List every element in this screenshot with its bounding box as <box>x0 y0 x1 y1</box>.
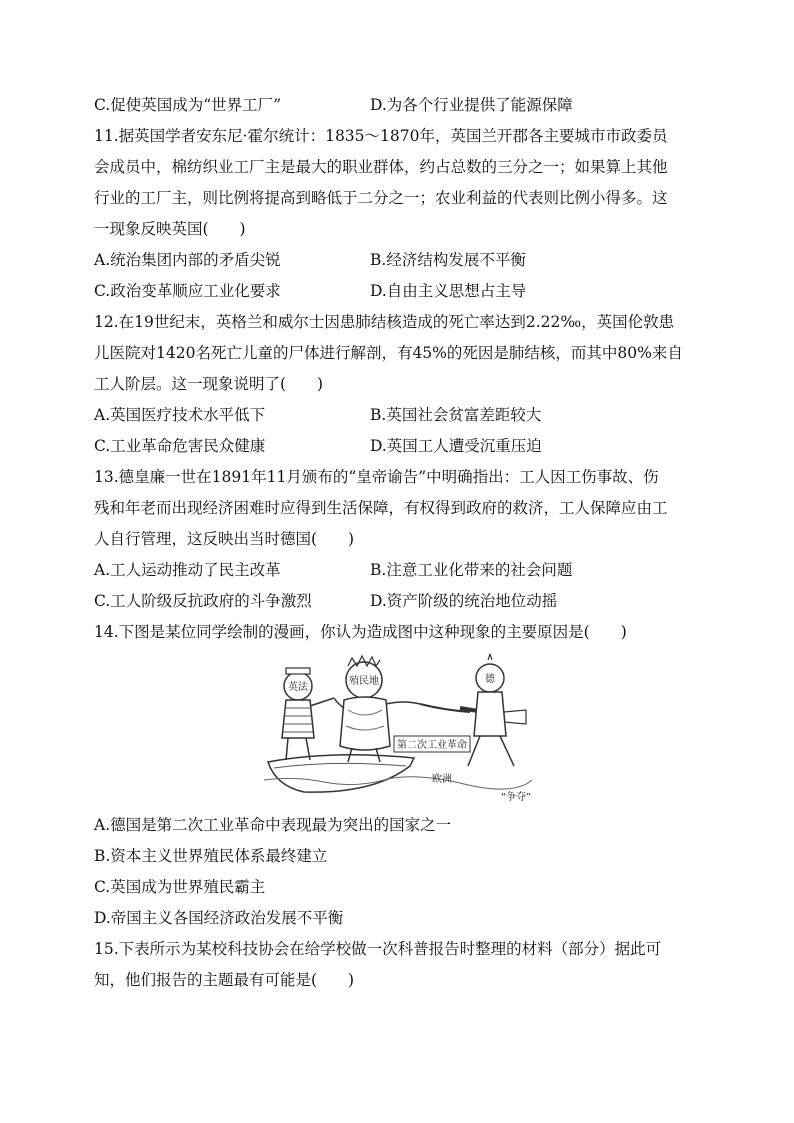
q12-options-row <box>94 431 704 462</box>
q13-stem-line: 13.德皇廉一世在1891年11月颁布的“皇帝谕告”中明确指出：工人因工伤事故、伤 <box>94 468 659 486</box>
exam-page <box>94 90 704 996</box>
q14-option-c[interactable]: C.英国成为世界殖民霸主 <box>94 878 266 896</box>
q12-stem-line: 12.在19世纪末，英格兰和威尔士因患肺结核造成的死亡率达到2.22‰，英国伦敦患 <box>94 313 675 331</box>
q13-option-c[interactable]: C.工人阶级反抗政府的斗争激烈 <box>94 592 312 610</box>
rifle-stock <box>504 710 526 724</box>
q12-option-a[interactable]: A.英国医疗技术水平低下 <box>94 406 266 424</box>
q13-stem-line: 残和年老而出现经济困难时应得到生活保障，有权得到政府的救济，工人保障应由工 <box>94 499 668 517</box>
q14-option-b[interactable]: B.资本主义世界殖民体系最终建立 <box>94 847 328 865</box>
spike-helmet <box>488 654 492 660</box>
label-revolution: 第二次工业革命 <box>397 740 467 751</box>
q13-options-row <box>94 586 704 617</box>
q12-stem-line: 儿医院对1420名死亡儿童的尸体进行解剖，有45%的死因是肺结核，而其中80%来自 <box>94 344 683 362</box>
question-12 <box>94 307 704 462</box>
q13-option-b[interactable]: B.注意工业化带来的社会问题 <box>370 561 573 579</box>
grab-left <box>334 698 344 708</box>
q11-option-c[interactable]: C.政治变革顺应工业化要求 <box>94 282 281 300</box>
label-europe: 欧洲 <box>432 774 452 785</box>
q11-options-row <box>94 245 704 276</box>
cartoon-figure <box>264 654 532 804</box>
label-colonies: 殖民地 <box>349 676 379 687</box>
q12-option-c[interactable]: C.工业革命危害民众健康 <box>94 437 266 455</box>
colonies-body <box>340 697 390 750</box>
boat-rim <box>274 763 406 768</box>
question-13 <box>94 462 704 617</box>
q13-option-a[interactable]: A.工人运动推动了民主改革 <box>94 561 281 579</box>
q15-stem-line: 知，他们报告的主题最有可能是( ) <box>94 971 355 989</box>
grab-right <box>386 702 420 704</box>
q12-option-b[interactable]: B.英国社会贫富差距较大 <box>370 406 542 424</box>
q11-stem-line: 一现象反映英国( ) <box>94 220 246 238</box>
q10-option-d[interactable]: D.为各个行业提供了能源保障 <box>370 96 573 114</box>
label-en-fa: 英法 <box>288 682 308 693</box>
q15-stem-line: 15.下表所示为某校科技协会在给学校做一次科普报告时整理的材料（部分）据此可 <box>94 940 662 958</box>
cartoon-drawing <box>264 654 532 804</box>
label-de: 德 <box>485 674 495 685</box>
q11-option-b[interactable]: B.经济结构发展不平衡 <box>370 251 526 269</box>
q13-option-d[interactable]: D.资产阶级的统治地位动摇 <box>370 592 558 610</box>
q12-stem-line: 工人阶层。这一现象说明了( ) <box>94 375 324 393</box>
q11-stem-line: 会成员中，棉纺织业工厂主是最大的职业群体，约占总数的三分之一；如果算上其他 <box>94 158 668 176</box>
q14-option-a[interactable]: A.德国是第二次工业革命中表现最为突出的国家之一 <box>94 816 452 834</box>
q10-option-c[interactable]: C.促使英国成为“世界工厂” <box>94 96 282 114</box>
left-figure-arm <box>310 698 334 706</box>
q14-stem: 14.下图是某位同学绘制的漫画，你认为造成图中这种现象的主要原因是( ) <box>94 623 627 641</box>
q11-options-row <box>94 276 704 307</box>
q11-option-a[interactable]: A.统治集团内部的矛盾尖锐 <box>94 251 281 269</box>
question-11 <box>94 121 704 307</box>
label-caption: “争夺” <box>500 792 532 803</box>
boat-shape <box>268 755 414 792</box>
question-15 <box>94 934 704 996</box>
q11-option-d[interactable]: D.自由主义思想占主导 <box>370 282 527 300</box>
germany-legs <box>468 736 514 766</box>
water-line <box>264 777 532 789</box>
q13-stem-line: 人自行管理，这反映出当时德国( ) <box>94 530 355 548</box>
q14-option-d[interactable]: D.帝国主义各国经济政治发展不平衡 <box>94 909 344 927</box>
germany-body <box>474 692 506 736</box>
q12-option-d[interactable]: D.英国工人遭受沉重压迫 <box>370 437 542 455</box>
q13-options-row <box>94 555 704 586</box>
q11-stem-line: 11.据英国学者安东尼·霍尔统计：1835～1870年，英国兰开郡各主要城市市政委员 <box>94 127 668 145</box>
q11-stem-line: 行业的工厂主，则比例将提高到略低于二分之一；农业利益的代表则比例小得多。这 <box>94 189 668 207</box>
q10-options-row <box>94 90 704 121</box>
q12-options-row <box>94 400 704 431</box>
question-14 <box>94 617 704 934</box>
hat-shape <box>286 668 310 674</box>
